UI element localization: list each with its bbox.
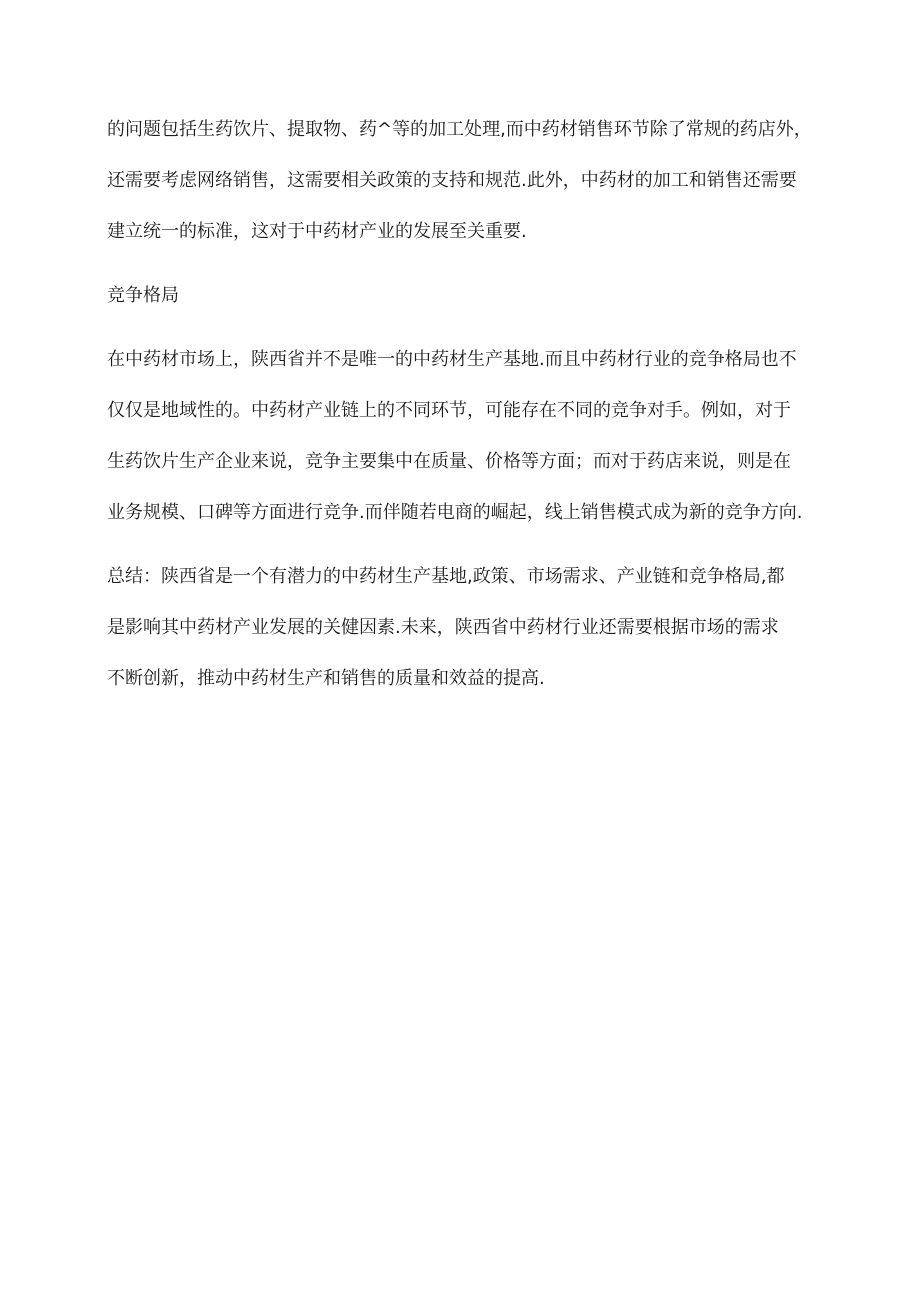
- paragraph-line: 业务规模、口碑等方面进行竞争.而伴随若电商的崛起，线上销售模式成为新的竞争方向.: [107, 502, 803, 523]
- paragraph-line: 的问题包括生药饮片、提取物、药^等的加工处理,而中药材销售环节除了常规的药店外，: [107, 119, 812, 140]
- paragraph-line: 生药饮片生产企业来说，竞争主要集中在质量、价格等方面；而对于药店来说，则是在: [107, 451, 791, 472]
- paragraph-line: 在中药材市场上，陕西省并不是唯一的中药材生产基地.而且中药材行业的竞争格局也不: [107, 349, 797, 370]
- paragraph-competition: [107, 347, 823, 526]
- paragraph-line: 仅仅是地域性的。中药材产业链上的不同环节，可能存在不同的竞争对手。例如，对于: [107, 400, 791, 421]
- paragraph-processing-sales: [107, 117, 823, 245]
- paragraph-summary: [107, 564, 823, 692]
- paragraph-line: 还需要考虑网络销售，这需要相关政策的支持和规范.此外，中药材的加工和销售还需要: [107, 170, 797, 191]
- paragraph-line: 总结：陕西省是一个有潜力的中药材生产基地,政策、市场需求、产业链和竞争格局,都: [107, 566, 785, 587]
- paragraph-line: 不断创新，推动中药材生产和销售的质量和效益的提高.: [107, 668, 545, 689]
- section-heading-competition: 竞争格局: [107, 285, 179, 306]
- document-body: [107, 117, 823, 692]
- paragraph-line: 建立统一的标准，这对于中药材产业的发展至关重要.: [107, 221, 527, 242]
- paragraph-line: 是影响其中药材产业发展的关健因素.未来，陕西省中药材行业还需要根据市场的需求: [107, 617, 779, 638]
